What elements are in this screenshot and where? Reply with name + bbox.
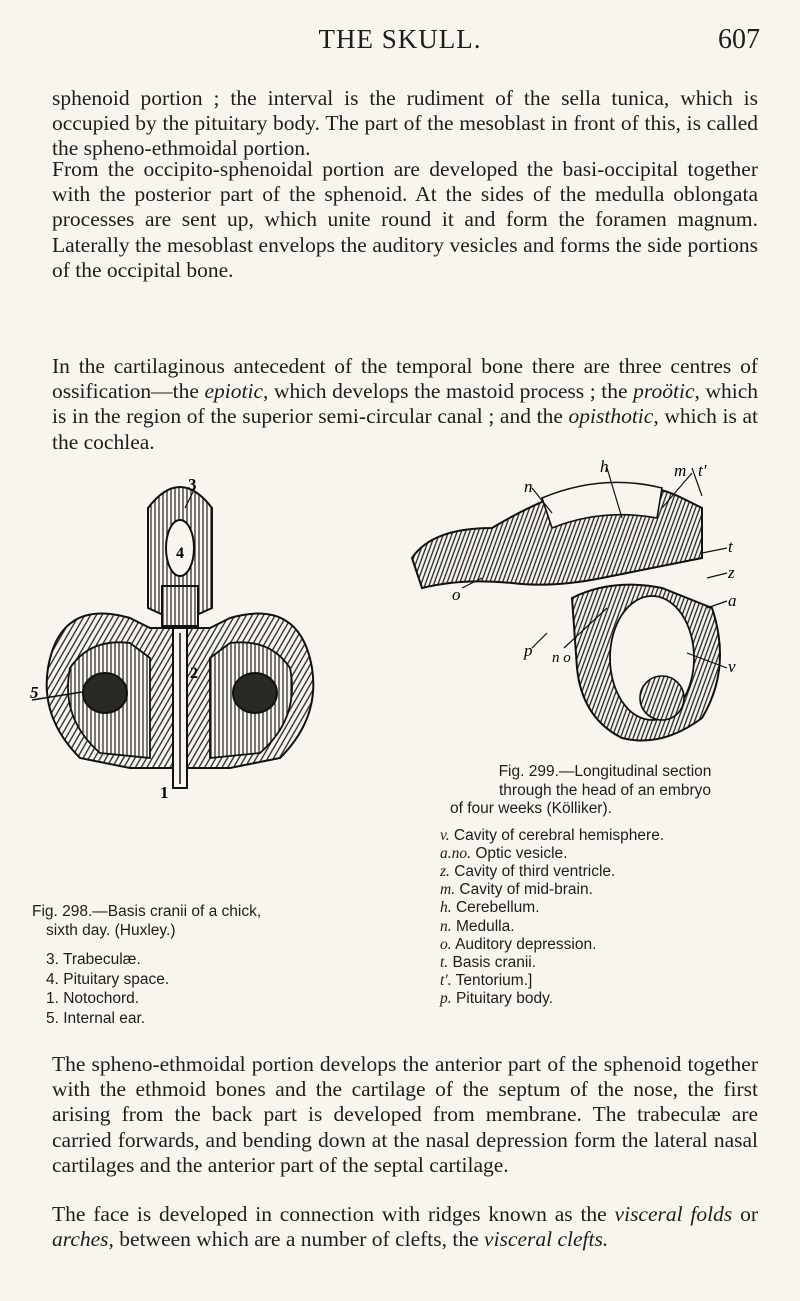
term-visceral-folds: visceral folds xyxy=(614,1202,733,1226)
legend-item xyxy=(440,972,770,990)
legend-item: 4. Pituitary space. xyxy=(46,970,170,988)
term-arches: arches xyxy=(52,1227,109,1252)
fig298-label-3: 3 xyxy=(188,475,197,494)
legend-text: Cavity of third ventricle. xyxy=(454,862,616,880)
legend-text: Optic vesicle. xyxy=(475,844,568,862)
legend-text: Basis cranii. xyxy=(452,953,537,971)
figure-299-caption xyxy=(440,763,770,1009)
fig299-label-a: a xyxy=(728,591,737,610)
paragraph-2 xyxy=(52,157,758,283)
legend-key: n. xyxy=(440,917,452,935)
p5-text-a: The face is developed in connection with ridges known as the xyxy=(52,1202,615,1226)
legend-item: 5. Internal ear. xyxy=(46,1009,146,1027)
fig299-label-o: o xyxy=(452,585,461,604)
fig299-title-line1: Fig. 299.—Longitudinal section xyxy=(498,763,712,780)
fig299-title-line3: of four weeks (Kölliker). xyxy=(450,800,612,817)
fig298-title-line1: Fig. 298.—Basis cranii of a chick, xyxy=(32,903,262,920)
fig299-label-z: z xyxy=(728,563,735,582)
legend-item xyxy=(440,845,770,863)
fig299-legend xyxy=(440,827,770,1009)
legend-text: Auditory depression. xyxy=(455,935,597,953)
legend-key: h. xyxy=(440,899,452,917)
legend-item: 3. Trabeculæ. xyxy=(46,951,141,968)
fig299-label-h: h xyxy=(600,458,609,476)
legend-key: t′. xyxy=(440,972,452,990)
legend-text: Cavity of cerebral hemisphere. xyxy=(453,826,665,844)
legend-key: z. xyxy=(440,862,450,880)
p5-text-c: or xyxy=(732,1202,758,1226)
figure-298-illustration xyxy=(30,468,390,798)
fig299-title-line2: through the head of an embryo xyxy=(499,781,711,799)
fig299-label-n-o: n o xyxy=(552,650,571,666)
paragraph-1: sphenoid portion ; the interval is the rudiment of the sella tunica, which is occupied by the pituitary body. The part of the mesoblast in front of this, is called the spheno-ethmoidal portion. xyxy=(52,86,758,161)
legend-key: p. xyxy=(440,990,452,1008)
legend-key: m. xyxy=(440,881,456,899)
fig298-title-line2: sixth day. (Huxley.) xyxy=(46,922,176,939)
running-head xyxy=(40,24,760,60)
legend-key: v. xyxy=(440,826,450,844)
legend-key: a.no. xyxy=(440,844,471,862)
legend-text: Medulla. xyxy=(455,917,515,935)
fig299-label-n: n xyxy=(524,477,533,496)
paragraph-5 xyxy=(52,1202,758,1252)
paragraph-2-text: From the occipito-sphenoidal portion are developed the basi-occipital together with the posterior part of the sphenoid. At the sides of the medulla oblongata processes are sent up, which unite round it and form the foramen magnum. Laterally the mesoblast envelops the auditory vesicles and forms the side portions of the occipital bone. xyxy=(52,157,758,282)
page-number: 607 xyxy=(718,24,760,55)
legend-item xyxy=(440,954,770,972)
term-opisthotic: opisthotic xyxy=(568,404,654,429)
fig299-label-t: t xyxy=(728,537,733,556)
legend-key: o. xyxy=(440,935,452,953)
paragraph-3 xyxy=(52,354,758,455)
legend-item xyxy=(440,827,770,845)
legend-item: 1. Notochord. xyxy=(46,990,140,1007)
p3-text-a: In the cartilaginous antecedent of the temporal bone there are three centres of ossification—the xyxy=(52,354,758,404)
legend-item xyxy=(440,881,770,899)
fig298-label-5: 5 xyxy=(30,683,39,702)
fig298-title xyxy=(32,902,362,940)
p5-text-e: , between which are a number of clefts, the xyxy=(108,1227,485,1252)
legend-key: t. xyxy=(440,953,449,971)
basis-cranii-drawing xyxy=(30,468,390,798)
figure-298-caption xyxy=(32,902,362,1028)
legend-item xyxy=(440,936,770,954)
p3-text-e: , which is in the region of the superior semi-circular canal ; and the xyxy=(52,379,758,429)
legend-text: Pituitary body. xyxy=(455,990,554,1008)
p3-text-c: , which develops the mastoid process ; the xyxy=(263,379,634,404)
legend-item xyxy=(440,990,770,1008)
legend-item xyxy=(440,918,770,936)
term-prootic: proötic xyxy=(633,379,695,404)
term-visceral-clefts: visceral clefts. xyxy=(484,1227,609,1252)
figure-299-illustration xyxy=(402,458,792,758)
fig298-label-4: 4 xyxy=(176,545,184,562)
legend-item xyxy=(440,899,770,917)
p3-text-g: , which is at the cochlea. xyxy=(52,404,758,454)
legend-item xyxy=(440,863,770,881)
fig298-label-2: 2 xyxy=(190,665,198,682)
term-epiotic: epiotic xyxy=(204,379,263,404)
paragraph-4: The spheno-ethmoidal portion develops the anterior part of the sphenoid together with the ethmoid bones and the cartilage of the septum of the nose, the first arising from the back part is developed from membrane. The trabeculæ are carried forwards, and bending down at the nasal depression form the lateral nasal cartilages and the anterior part of the septal cartilage. xyxy=(52,1052,758,1177)
legend-text: Cavity of mid-brain. xyxy=(459,881,593,899)
fig298-legend xyxy=(32,950,362,1028)
fig299-label-p: p xyxy=(524,641,533,660)
fig299-label-v: v xyxy=(728,657,736,676)
fig299-label-m: m xyxy=(674,461,687,480)
fig298-label-1: 1 xyxy=(160,783,169,798)
fig299-title xyxy=(440,763,770,819)
fig299-label-t-prime: t′ xyxy=(698,461,707,480)
embryo-head-section-drawing xyxy=(402,458,792,758)
chapter-title: THE SKULL. xyxy=(318,24,482,54)
legend-text: Tentorium.] xyxy=(455,972,533,990)
legend-text: Cerebellum. xyxy=(455,899,540,917)
